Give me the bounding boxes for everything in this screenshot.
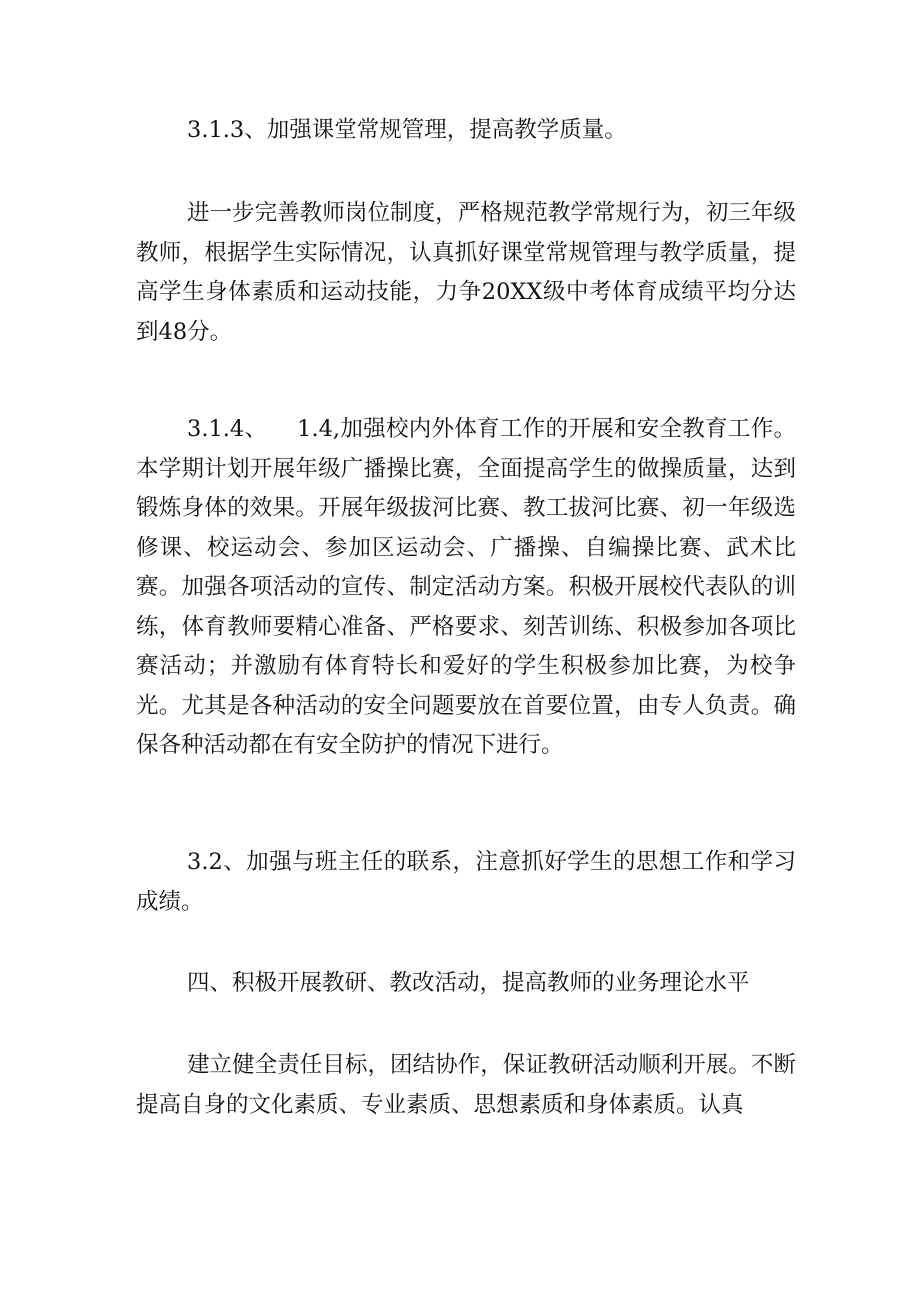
paragraph-3-1-3-body: 进一步完善教师岗位制度，严格规范教学常规行为，初三年级教师，根据学生实际情况，认真抓好课堂常规管理与教学质量，提高学生身体素质和运动技能，力争20XX级中考体育成绩平均分达到48分。 [136,200,796,345]
section-four-body: 建立健全责任目标，团结协作，保证教研活动顺利开展。不断提高自身的文化素质、专业素质、思想素质和身体素质。认真 [136,1052,796,1118]
section-four-heading: 四、积极开展教研、教改活动，提高教师的业务理论水平 [187,970,750,996]
paragraph-3-1-4: 3.1.4、 1.4,加强校内外体育工作的开展和安全教育工作。本学期计划开展年级广播操比赛，全面提高学生的做操质量，达到锻炼身体的效果。开展年级拔河比赛、教工拔河比赛、初一年级选修课、校运动会、参加区运动会、广播操、自编操比赛、武术比赛。加强各项活动的宣传、制定活动方案。积极开展校代表队的训练，体育教师要精心准备、严格要求、刻苦训练、积极参加各项比赛活动；并激励有体育特长和爱好的学生积极参加比赛，为校争光。尤其是各种活动的安全问题要放在首要位置，由专人负责。确保各种活动都在有安全防护的情况下进行。 [136,416,796,758]
paragraph-3-2: 3.2、加强与班主任的联系，注意抓好学生的思想工作和学习成绩。 [136,849,796,915]
paragraph-3-1-3-heading: 3.1.3、加强课堂常规管理，提高教学质量。 [187,117,627,143]
